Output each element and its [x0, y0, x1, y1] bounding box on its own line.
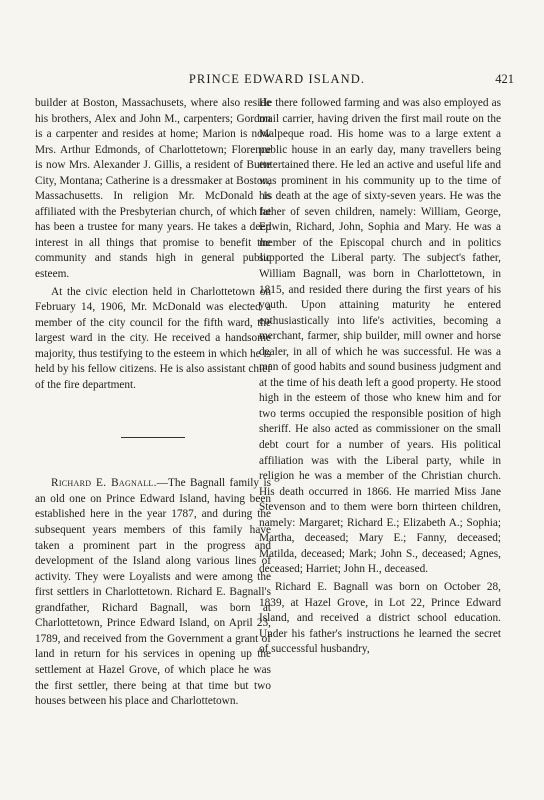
page-number: 421 [495, 72, 514, 86]
right-column [259, 96, 501, 658]
paragraph-grandfather-life: He there followed farming and was also employed as mail carrier, having driven the first mail route on the Malpeque road. His home was to a large extent a public house in an early day, many travellers being entertained there. He led an active and useful life and was prominent in his community up to the time of his death at the age of sixty-seven years. He was the father of seven children, namely: William, George, Edwin, Richard, John, Sophia and Mary. He was a member of the Episcopal church and in politics supported the Liberal party. The subject's father, William Bagnall, was born in Charlottetown, in 1815, and resided there during the first years of his youth. Upon attaining maturity he entered enthusiastically into life's activities, becoming a merchant, farmer, ship builder, mill owner and horse dealer, in all of which he was successful. He was a man of good habits and sound business judgment and at the time of his death left a good property. He stood high in the esteem of those who knew him and for two terms occupied the responsible position of high sheriff. He also acted as commissioner on the small debt court for a number of years. His political affiliation was with the Liberal party, while in religion he was a member of the Christian church. His death occurred in 1866. He married Miss Jane Stevenson and to them were born thirteen children, namely: Margaret; Richard E.; Elizabeth A.; Sophia; Martha, deceased; Mary E.; Fanny, deceased; Matilda, deceased; Mark; John S., deceased; Agnes, deceased; Harriet; John H., deceased. [259, 97, 501, 576]
biography-subject-name: Richard E. Bagnall. [51, 477, 157, 490]
page-header [40, 72, 514, 88]
section-divider [121, 437, 185, 438]
paragraph-mcdonald-family: builder at Boston, Massachusets, where also reside his brothers, Alex and John M., carpenters; Gordon is a carpenter and resides at home; Marion is now Mrs. Arthur Edmonds, of Charlottetown; Florence is now Mrs. Alexander J. Gillis, a resident of Butte City, Montana; Catherine is a dressmaker at Boston, Massachusetts. In religion Mr. McDonald is affiliated with the Presbyterian church, of which he has been a trustee for many years. He takes a deep interest in all things that promise to benefit the community and stands high in general public esteem. [35, 97, 271, 281]
running-title: PRINCE EDWARD ISLAND. [188, 72, 366, 86]
left-column [35, 96, 271, 710]
paragraph-richard-birth: Richard E. Bagnall was born on October 28, 1839, at Hazel Grove, in Lot 22, Prince Edward Island, and received a district school education. Under his father's instructions he learned the secret of successful husbandry, [259, 580, 501, 656]
paragraph-bagnall-intro [35, 476, 271, 709]
paragraph-bagnall-intro-text: —The Bagnall family is an old one on Prince Edward Island, having been established here in the year 1787, and during the subsequent years members of this family have taken a prominent part in the progress and development of the Island along various lines of activity. They were Loyalists and were among the first settlers in Charlottetown. Richard E. Bagnall's grandfather, Richard Bagnall, was born at Charlottetown, Prince Edward Island, on April 23, 1789, and received from the Government a grant of land in return for his services in opening up the settlement at Hazel Grove, of which place he was the first settler, there being at that time but two houses between his place and Charlottetown. [35, 477, 271, 708]
paragraph-civic-election: At the civic election held in Charlottetown on February 14, 1906, Mr. McDonald was elected a member of the city council for the fifth ward, the largest ward in the city. He received a handsome majority, thus testifying to the esteem in which he is held by his fellow citizens. He is also assistant chief of the fire department. [35, 285, 271, 391]
